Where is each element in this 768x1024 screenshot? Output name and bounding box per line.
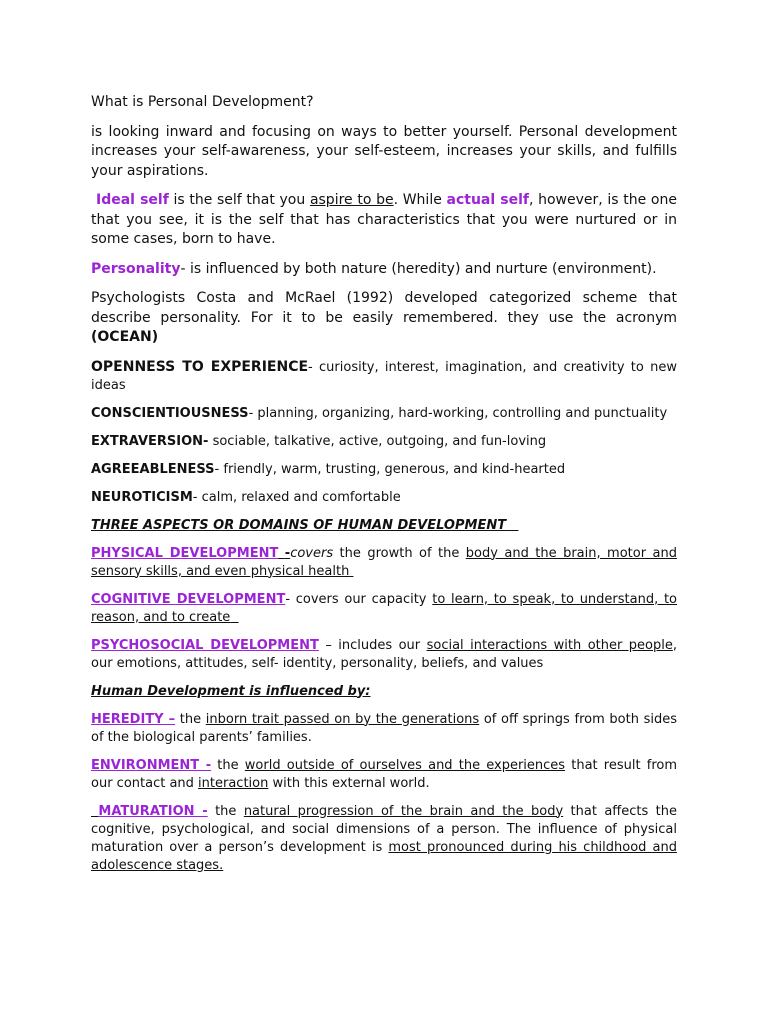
heredity-term: HEREDITY – <box>91 711 176 727</box>
self-paragraph: Ideal self is the self that you aspire to be. While actual self, however, is the one that you see, it is the self that has characteristics that you were nurtured or in some cases, born to have. <box>91 192 677 247</box>
ocean-trait-extraversion: EXTRAVERSION- sociable, talkative, active, outgoing, and fun-loving <box>91 433 547 449</box>
psychosocial-development-term: PSYCHOSOCIAL DEVELOPMENT <box>91 637 319 653</box>
intro-paragraph: is looking inward and focusing on ways to better yourself. Personal development increases your self-awareness, your self-esteem, increases your skills, and fulfills your aspirations. <box>91 123 677 179</box>
maturation-paragraph: MATURATION - the natural progression of the brain and the body that affects the cognitive, psychological, and social dimensions of a person. The influence of physical maturation over a person’s development is most pronounced during his childhood and adolescence stages. <box>91 803 677 873</box>
influenced-heading: Human Development is influenced by: <box>91 683 371 699</box>
domains-heading: THREE ASPECTS OR DOMAINS OF HUMAN DEVELOPMENT <box>91 517 507 533</box>
environment-paragraph: ENVIRONMENT - the world outside of ourselves and the experiences that result from our contact and interaction with this external world. <box>91 757 677 791</box>
ideal-self-term: Ideal self <box>96 192 169 208</box>
psychologists-paragraph: Psychologists Costa and McRael (1992) developed categorized scheme that describe personality. For it to be easily remembered. they use the acronym (OCEAN) <box>91 290 677 345</box>
heredity-paragraph: HEREDITY – the inborn trait passed on by the generations of off springs from both sides of the biological parents’ families. <box>91 711 677 745</box>
ocean-trait-conscientiousness: CONSCIENTIOUSNESS- planning, organizing, hard-working, controlling and punctuality <box>91 405 668 421</box>
ocean-trait-openness: OPENNESS TO EXPERIENCE- curiosity, interest, imagination, and creativity to new ideas <box>91 358 677 393</box>
environment-term: ENVIRONMENT - <box>91 757 212 773</box>
maturation-term: MATURATION - <box>98 803 208 819</box>
ocean-acronym: (OCEAN) <box>91 329 159 345</box>
personality-term: Personality <box>91 260 181 277</box>
psychosocial-development-paragraph: PSYCHOSOCIAL DEVELOPMENT – includes our social interactions with other people, our emotions, attitudes, self- identity, personality, beliefs, and values <box>91 637 677 671</box>
cognitive-development-paragraph: COGNITIVE DEVELOPMENT- covers our capacity to learn, to speak, to understand, to reason, and to create <box>91 591 677 625</box>
ocean-trait-neuroticism: NEUROTICISM- calm, relaxed and comfortable <box>91 489 401 505</box>
physical-development-term: PHYSICAL DEVELOPMENT <box>91 545 279 561</box>
ocean-trait-agreeableness: AGREEABLENESS- friendly, warm, trusting, generous, and kind-hearted <box>91 461 566 477</box>
cognitive-development-term: COGNITIVE DEVELOPMENT <box>91 591 286 607</box>
physical-development-paragraph: PHYSICAL DEVELOPMENT -covers the growth of the body and the brain, motor and sensory skills, and even physical health <box>91 545 677 579</box>
personality-paragraph: Personality- is influenced by both nature (heredity) and nurture (environment). <box>91 260 657 277</box>
document-body <box>91 93 677 885</box>
actual-self-term: actual self <box>446 192 529 208</box>
page-title: What is Personal Development? <box>91 94 314 110</box>
